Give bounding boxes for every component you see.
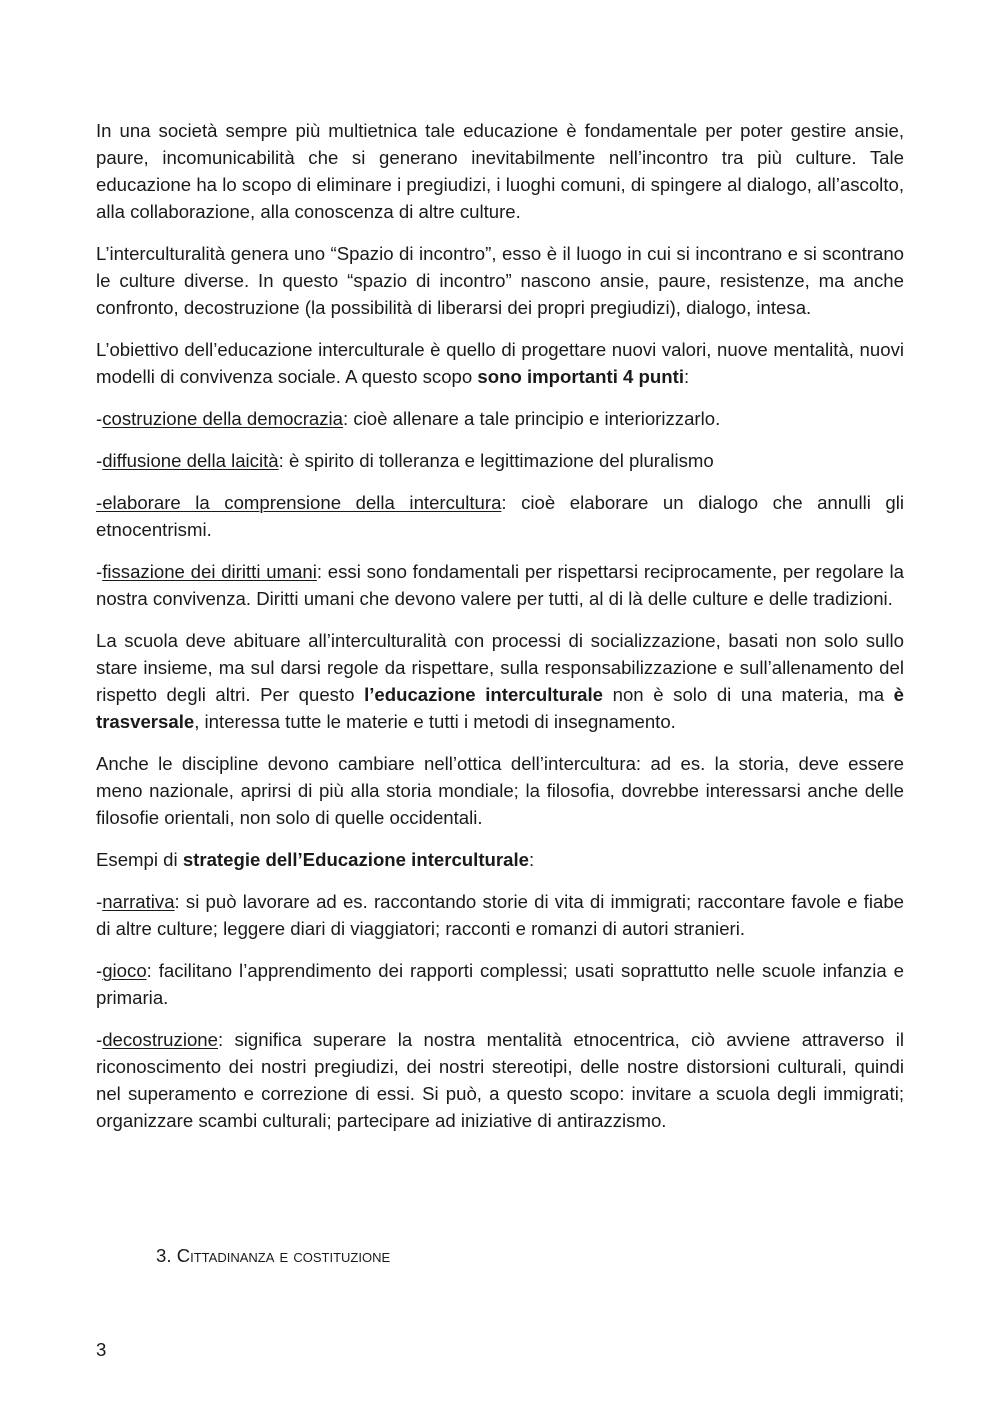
paragraph-objective: L’obiettivo dell’educazione interculturale è quello di progettare nuovi valori, nuove mentalità, nuovi modelli di convivenza sociale. A questo scopo sono importanti 4 punti: [96,339,904,387]
strategy-narrative: -narrativa: si può lavorare ad es. raccontando storie di vita di immigrati; raccontare favole e fiabe di altre culture; leggere diari di viaggiatori; racconti e romanzi di autori stranieri. [96,891,904,939]
paragraph-disciplines: Anche le discipline devono cambiare nell’ottica dell’intercultura: ad es. la storia, deve essere meno nazionale, aprirsi di più alla storia mondiale; la filosofia, dovrebbe interessarsi anche delle filosofie orientali, non solo di quelle occidentali. [96,753,904,828]
bold-transversal: è trasversale [96,684,904,732]
point-democracy: -costruzione della democrazia: cioè allenare a tale principio e interiorizzarlo. [96,408,721,429]
bold-intercultural-education: l’educazione interculturale [364,684,604,705]
term-narrative: narrativa [102,891,175,912]
strategy-deconstruction: -decostruzione: significa superare la nostra mentalità etnocentrica, ciò avviene attraverso il riconoscimento dei nostri pregiudizi, dei nostri stereotipi, delle nostre distorsioni culturali, quindi nel superamento e correzione di essi. Si può, a questo scopo: invitare a scuola degli immigrati; organizzare scambi culturali; partecipare ad iniziative di antirazzismo. [96,1029,904,1131]
paragraph-strategies-intro: Esempi di strategie dell’Educazione interculturale: [96,849,535,870]
term-intercultural-understanding: -elaborare la comprensione della intercultura [96,492,502,513]
page-number: 3 [96,1339,107,1360]
term-democracy: costruzione della democrazia [102,408,344,429]
paragraph-multiethnic-society: In una società sempre più multietnica tale educazione è fondamentale per poter gestire ansie, paure, incomunicabilità che si generano inevitabilmente nell’incontro tra più culture. Tale educazione ha lo scopo di eliminare i pregiudizi, i luoghi comuni, di spingere al dialogo, all’ascolto, alla collaborazione, alla conoscenza di altre culture. [96,120,904,222]
strategy-game: -gioco: facilitano l’apprendimento dei rapporti complessi; usati soprattutto nelle scuole infanzia e primaria. [96,960,904,1008]
term-human-rights: fissazione dei diritti umani [102,561,317,582]
term-game: gioco [102,960,147,981]
paragraph-school: La scuola deve abituare all’interculturalità con processi di socializzazione, basati non solo sullo stare insieme, ma sul darsi regole da rispettare, sulla responsabilizzazione e sull’allenamento del rispetto degli altri. Per questo l’educazione interculturale non è solo di una materia, ma è trasversale, interessa tutte le materie e tutti i metodi di insegnamento. [96,630,904,732]
bold-important-points: sono importanti 4 punti [477,366,684,387]
point-secularism: -diffusione della laicità: è spirito di tolleranza e legittimazione del pluralismo [96,450,714,471]
body-text [96,117,904,1149]
section-heading [156,1242,390,1269]
point-intercultural-understanding: -elaborare la comprensione della intercultura: cioè elaborare un dialogo che annulli gli etnocentrismi. [96,492,904,540]
paragraph-space-of-encounter: L’interculturalità genera uno “Spazio di incontro”, esso è il luogo in cui si incontrano e si scontrano le culture diverse. In questo “spazio di incontro” nascono ansie, paure, resistenze, ma anche confronto, decostruzione (la possibilità di liberarsi dei propri pregiudizi), dialogo, intesa. [96,243,904,318]
bold-strategies: strategie dell’Educazione interculturale [182,849,529,870]
term-deconstruction: decostruzione [102,1029,218,1050]
section-title: Cittadinanza e costituzione [176,1245,391,1266]
section-number: 3. [156,1245,172,1266]
point-human-rights: -fissazione dei diritti umani: essi sono fondamentali per rispettarsi reciprocamente, per regolare la nostra convivenza. Diritti umani che devono valere per tutti, al di là delle culture e delle tradizioni. [96,561,904,609]
term-secularism: diffusione della laicità [102,450,279,471]
